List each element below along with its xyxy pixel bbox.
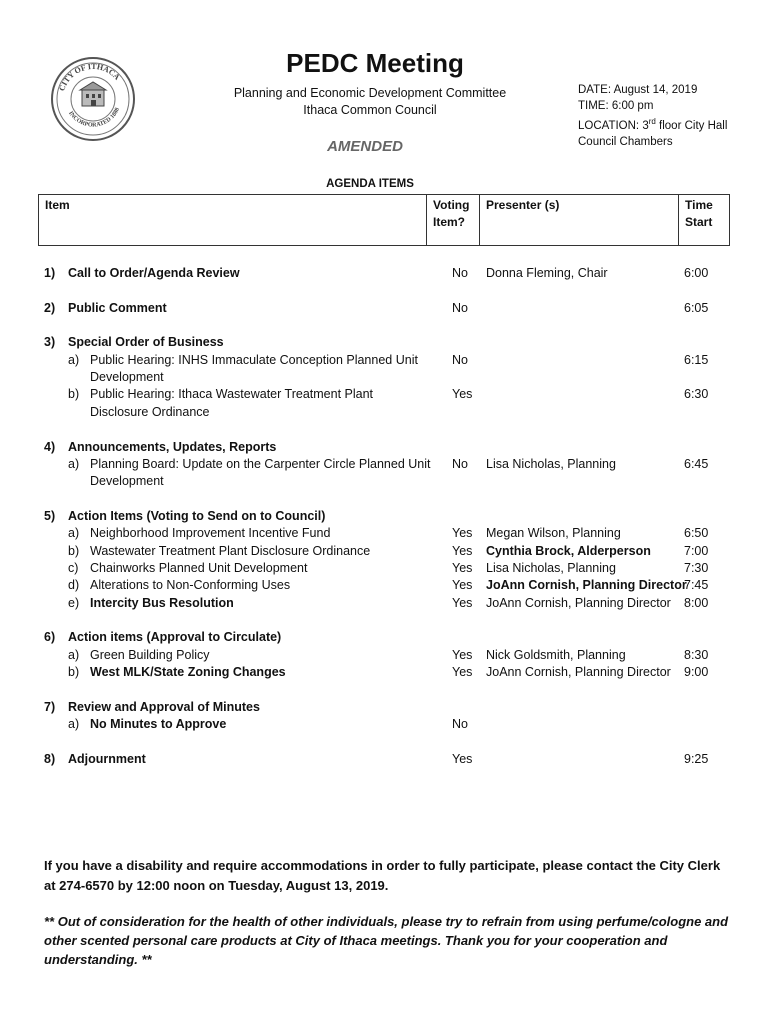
section-label: Special Order of Business [68, 335, 224, 349]
section-label: Call to Order/Agenda Review [68, 266, 240, 280]
presenter-name: Lisa Nicholas, Planning [486, 457, 616, 471]
voting-value: Yes [452, 544, 473, 558]
presenter-name: Donna Fleming, Chair [486, 266, 608, 280]
section-label: Action items (Approval to Circulate) [68, 630, 282, 644]
subitem-letter: b) [68, 387, 80, 401]
presenter-name: JoAnn Cornish, Planning Director [486, 596, 671, 610]
subitem-letter: b) [68, 665, 80, 679]
start-time: 6:15 [684, 353, 709, 367]
subitem-label: West MLK/State Zoning Changes [90, 665, 286, 679]
meeting-location-room: Council Chambers [578, 135, 673, 148]
subitem-label: Planning Board: Update on the Carpenter Circle Planned Unit [90, 457, 431, 471]
subitem-label: Wastewater Treatment Plant Disclosure Ordinance [90, 544, 371, 558]
presenter-name: Nick Goldsmith, Planning [486, 648, 626, 662]
voting-value: Yes [452, 648, 473, 662]
start-time: 7:45 [684, 578, 709, 592]
start-time: 8:30 [684, 648, 709, 662]
meeting-title: PEDC Meeting [286, 48, 464, 78]
subitem-label: Public Hearing: Ithaca Wastewater Treatment Plant [90, 387, 374, 401]
subitem-label-cont: Development [90, 370, 164, 384]
section-label: Announcements, Updates, Reports [68, 440, 277, 454]
meeting-meta [578, 82, 727, 150]
voting-value: No [452, 717, 468, 731]
voting-value: No [452, 457, 468, 471]
subitem-label: Chainworks Planned Unit Development [90, 561, 308, 575]
voting-value: Yes [452, 526, 473, 540]
column-header-presenter: Presenter (s) [480, 195, 679, 245]
meeting-time: TIME: 6:00 pm [578, 100, 654, 112]
meeting-date: DATE: August 14, 2019 [578, 84, 698, 96]
subitem-label-cont: Development [90, 474, 164, 488]
start-time: 7:30 [684, 561, 709, 575]
start-time: 6:30 [684, 387, 709, 401]
subitem-label: Neighborhood Improvement Incentive Fund [90, 526, 331, 540]
voting-value: No [452, 301, 468, 315]
subitem-letter: a) [68, 717, 80, 731]
subitem-letter: a) [68, 457, 80, 471]
council-name: Ithaca Common Council [303, 103, 437, 117]
voting-value: Yes [452, 596, 473, 610]
subitem-label-cont: Disclosure Ordinance [90, 405, 210, 419]
presenter-name: JoAnn Cornish, Planning Director [486, 665, 671, 679]
subitem-label: Public Hearing: INHS Immaculate Conception Planned Unit [90, 353, 418, 367]
start-time: 9:25 [684, 752, 709, 766]
presenter-name: Cynthia Brock, Alderperson [486, 544, 651, 558]
voting-value: No [452, 266, 468, 280]
subitem-letter: a) [68, 526, 80, 540]
section-number: 1) [44, 266, 56, 280]
voting-value: Yes [452, 387, 473, 401]
subitem-letter: b) [68, 544, 80, 558]
start-time: 6:45 [684, 457, 709, 471]
agenda-table-header [38, 194, 730, 246]
section-number: 7) [44, 700, 56, 714]
section-label: Review and Approval of Minutes [68, 700, 260, 714]
section-number: 8) [44, 752, 56, 766]
committee-name: Planning and Economic Development Committee [233, 86, 507, 100]
column-header-voting: Voting Item? [427, 195, 480, 245]
section-number: 4) [44, 440, 56, 454]
section-number: 5) [44, 509, 56, 523]
section-label: Adjournment [68, 752, 146, 766]
section-label: Action Items (Voting to Send on to Council) [68, 509, 326, 523]
start-time: 9:00 [684, 665, 709, 679]
start-time: 7:00 [684, 544, 709, 558]
start-time: 6:00 [684, 266, 709, 280]
subitem-letter: d) [68, 578, 80, 592]
svg-text:INCORPORATED 1888: INCORPORATED 1888 [67, 107, 121, 129]
section-number: 2) [44, 301, 56, 315]
voting-value: Yes [452, 665, 473, 679]
subitem-letter: c) [68, 561, 79, 575]
agenda-title: AGENDA ITEMS [326, 178, 414, 190]
svg-text:CITY OF ITHACA: CITY OF ITHACA [57, 61, 122, 93]
voting-value: No [452, 353, 468, 367]
accessibility-notice: If you have a disability and require accommodations in order to fully participate, please contact the City Clerk at 274-6570 by 12:00 noon on Tuesday, August 13, 2019. [44, 858, 721, 893]
city-seal-logo [50, 56, 136, 142]
subitem-label: Alterations to Non-Conforming Uses [90, 578, 291, 592]
subitem-letter: a) [68, 353, 80, 367]
amended-label: AMENDED [327, 138, 403, 155]
subitem-letter: e) [68, 596, 80, 610]
voting-value: Yes [452, 561, 473, 575]
subitem-letter: a) [68, 648, 80, 662]
voting-value: Yes [452, 752, 473, 766]
section-number: 6) [44, 630, 56, 644]
subitem-label: No Minutes to Approve [90, 717, 227, 731]
fragrance-notice: ** Out of consideration for the health of other individuals, please try to refrain from using perfume/cologne and other scented personal care products at City of Ithaca meetings. Thank you for your cooperation and understanding. ** [44, 914, 729, 967]
meeting-location: LOCATION: 3rd floor City Hall [578, 117, 728, 132]
subitem-label: Intercity Bus Resolution [90, 596, 234, 610]
presenter-name: Lisa Nicholas, Planning [486, 561, 616, 575]
start-time: 6:05 [684, 301, 709, 315]
presenter-name: Megan Wilson, Planning [486, 526, 621, 540]
presenter-name: JoAnn Cornish, Planning Director [486, 578, 687, 592]
column-header-time: Time Start [685, 198, 713, 229]
subitem-label: Green Building Policy [90, 648, 210, 662]
column-header-item: Item [39, 195, 427, 245]
start-time: 8:00 [684, 596, 709, 610]
section-number: 3) [44, 335, 56, 349]
start-time: 6:50 [684, 526, 709, 540]
section-label: Public Comment [68, 301, 167, 315]
voting-value: Yes [452, 578, 473, 592]
